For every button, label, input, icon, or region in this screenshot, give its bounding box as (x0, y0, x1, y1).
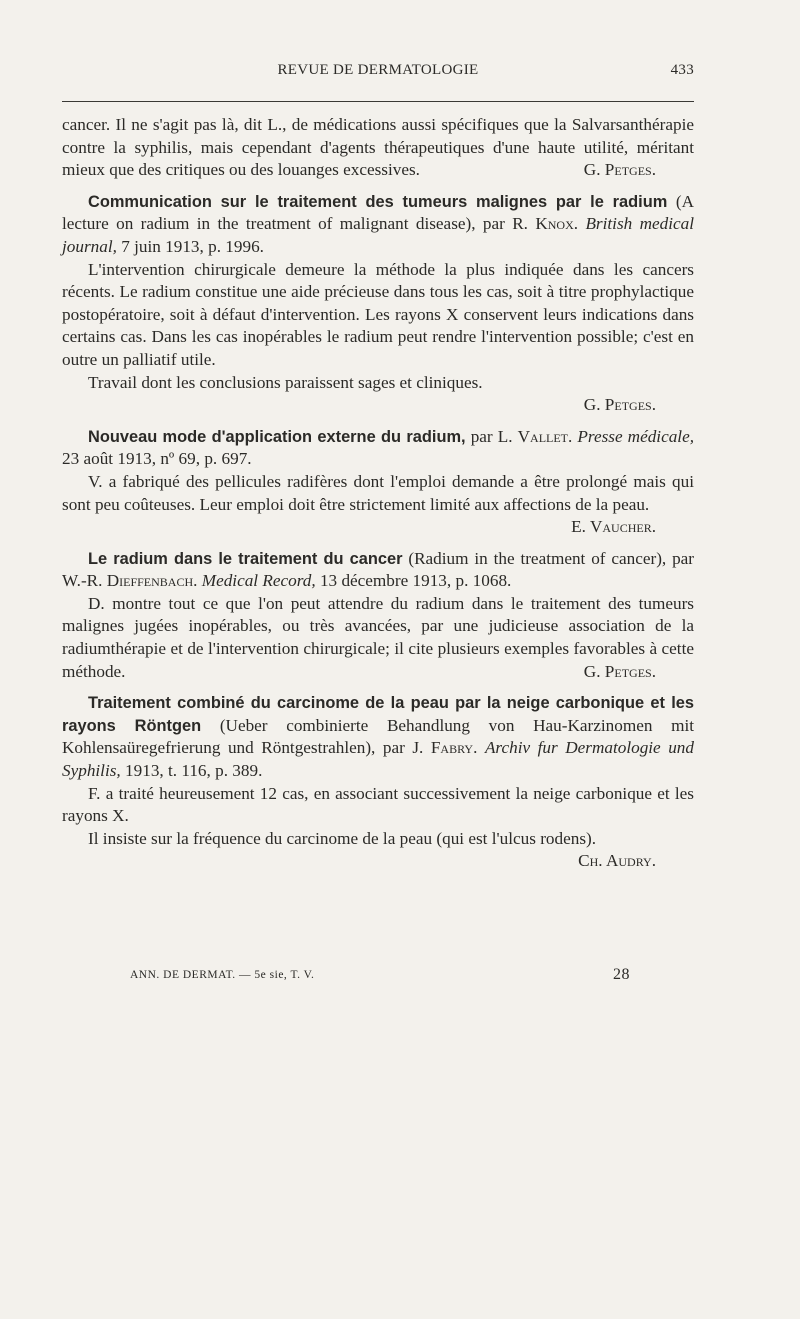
abstract-by: par L. (470, 426, 513, 446)
page-content (62, 114, 694, 873)
abstract-heading (62, 692, 694, 782)
abstract-signature: Ch. Audry. (578, 851, 656, 871)
abstract-vallet (62, 426, 694, 539)
abstract-paragraph: L'intervention chirurgicale demeure la méthode la plus indiquée dans les cancers récents. Le radium constitue une aide précieuse dans tous les cas, soit à titre prophylactique postopératoire, soit à défaut d'intervention. Les rayons X conservent leurs indications dans certains cas. Dans les cas inopérables le radium peut rendre l'intervention possible; c'est en outre un palliatif utile. (62, 259, 694, 369)
abstract-paragraph (62, 593, 694, 683)
abstract-original-title: (A lecture on radium in the treatment of malignant disease), par (62, 191, 695, 234)
abstract-title: Nouveau mode d'application externe du radium, (88, 427, 466, 446)
abstract-paragraph: F. a traité heureusement 12 cas, en associant successivement la neige carbonique et les rayons X. (62, 783, 694, 826)
sheet-number: 28 (613, 966, 630, 983)
abstract-title: Communication sur le traitement des tumeurs malignes par le radium (88, 192, 668, 211)
abstract-author: R. Knox. (512, 214, 579, 234)
abstract-signature: G. Petges. (583, 160, 656, 180)
abstract-paragraph (62, 471, 694, 537)
abstract-body: Il insiste sur la fréquence du carcinome de la peau (qui est l'ulcus rodens). (88, 828, 597, 848)
abstract-body: cancer. Il ne s'agit pas là, dit L., de médications aussi spécifiques que la Salvarsanthérapie contre la syphilis, mais cependant d'agents thérapeutiques d'une haute utilité, méritant mieux que des critiques ou des louanges excessives. (62, 115, 694, 180)
abstract-journal: Medical Record, (201, 571, 316, 591)
abstract-citation: 7 juin 1913, p. 1996. (121, 236, 264, 256)
running-title: REVUE DE DERMATOLOGIE (277, 62, 479, 78)
running-header (62, 62, 694, 88)
abstract-fabry (62, 692, 694, 873)
abstract-signature: G. Petges. (583, 395, 656, 415)
abstract-citation: 1913, t. 116, p. 389. (125, 761, 263, 781)
abstract-citation: 13 décembre 1913, p. 1068. (319, 571, 512, 591)
abstract-heading (62, 548, 694, 593)
abstract-body: V. a fabriqué des pellicules radifères dont l'emploi demande a être prolongé mais qui sont peu coûteuses. Leur emploi doit être strictement limité aux affections de la peau. (62, 471, 694, 514)
abstract-author: Fabry. (430, 738, 478, 758)
abstract-journal: Archiv fur Dermatologie und Syphilis, (62, 738, 694, 781)
abstract-signature: E. Vaucher. (571, 517, 656, 537)
page-footer (130, 966, 630, 991)
abstract-citation: 23 août 1913, nº 69, p. 697. (62, 449, 252, 469)
abstract-heading (62, 426, 694, 471)
abstract-text (62, 114, 694, 182)
abstract-paragraph: Travail dont les conclusions paraissent sages et cliniques. (88, 372, 483, 392)
abstract-author: W.-R. Dieffenbach. (62, 571, 198, 591)
abstract-author: Vallet. (517, 426, 573, 446)
abstract-continuation (62, 114, 694, 182)
abstract-body: D. montre tout ce que l'on peut attendre du radium dans le traitement des tumeurs malignes jugées inopérables, ou très avancées, par une judicieuse association de la radiumthérapie et de l'intervention chirurgicale; il cite plusieurs exemples favorables à cette méthode. (62, 593, 694, 681)
header-rule (62, 101, 694, 102)
abstract-journal: Presse médicale, (577, 426, 695, 446)
abstract-heading (62, 191, 694, 259)
abstract-title: Le radium dans le traitement du cancer (88, 549, 403, 568)
abstract-original-title: (Ueber combinierte Behandlung von Hau-Karzinomen mit Kohlensaüregefrierung und Röntgestrahlen), par J. (62, 715, 694, 758)
abstract-title: Traitement combiné du carcinome de la peau par la neige carbonique et les rayons Röntgen (62, 694, 694, 735)
abstract-original-title: (Radium in the treatment of cancer), par (408, 548, 695, 568)
abstract-knox (62, 191, 694, 417)
abstract-signature: G. Petges. (583, 661, 656, 681)
abstract-journal: British medical journal, (62, 214, 695, 256)
page-number: 433 (670, 62, 694, 78)
abstract-dieffenbach (62, 548, 694, 684)
abstract-paragraph (62, 828, 694, 871)
footer-journal-ref: ANN. DE DERMAT. — 5e sie, T. V. (130, 969, 315, 981)
